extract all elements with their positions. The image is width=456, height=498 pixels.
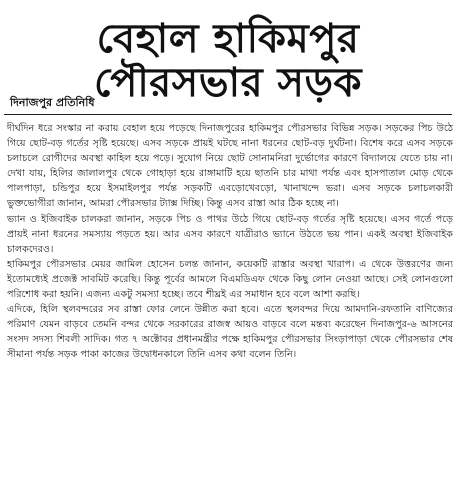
headline-line-1: বেহাল হাকিমপুর	[96, 16, 360, 62]
article-paragraph: হাকিমপুর পৌরসভার মেয়র জামিল হোসেন চলন্ত জানান, কয়েকটি রাস্তার অবস্থা খারাপ। এ থেকে উত্তরণের জন্য ইতোমধ্যেই প্রজেক্ট সাবমিট করেছি। কিন্তু পূর্বের আমলে বিএমডিএফ থেকে কিছু লোন নেওয়া আছে। সেই লোনগুলো পরিশোধ করা হয়নি। এজন্য একটু সমস্যা হচ্ছে। তবে শীঘ্রই এর সমাধান হবে বলে আশা করছি।	[7, 258, 453, 301]
article-body	[7, 121, 453, 363]
article-paragraph: এদিকে, হিলি স্থলবন্দরের সব রাস্তা ফোর লেনে উন্নীত করা হবে। এতে স্থলবন্দর দিয়ে আমদানি-রফতানি বাণিজ্যের পরিমাণ যেমন বাড়বে তেমনি বন্দর থেকে সরকারের রাজস্ব আয়ও বাড়বে বলে মন্তব্য করেছেন দিনাজপুর-৬ আসনের সংসদ সদস্য শিবলী সাদিক। গত ৭ অক্টোবর প্রধানমন্ত্রীর পক্ষে হাকিমপুর পৌরসভার সিংড়াপাড়া থেকে পৌরসভার শেষ সীমানা পর্যন্ত সড়ক পাকা কাজের উদ্বোধনকালে তিনি এসব কথা বলেন তিনি।	[7, 304, 453, 361]
article-paragraph: ভ্যান ও ইজিবাইক চালকরা জানান, সড়কে পিচ ও পাথর উঠে গিয়ে ছোট-বড় গর্তের সৃষ্টি হয়েছে। এসব গর্তে পড়ে প্রায়ই নানা ধরনের সমস্যায় পড়তে হয়। আর এসব কারণে যাত্রীরাও ভ্যানে উঠতে ভয় পান। একই অবস্থা ইজিবাইক চালকদেরও।	[7, 213, 453, 255]
byline: দিনাজপুর প্রতিনিধি	[10, 96, 95, 109]
byline-divider	[4, 114, 452, 115]
headline-line-2: পৌরসভার সড়ক	[93, 60, 363, 106]
article-paragraph: দীর্ঘদিন ধরে সংস্কার না করায় বেহাল হয়ে পড়েছে দিনাজপুরের হাকিমপুর পৌরসভার বিভিন্ন সড়ক। সড়কের পিচ উঠে গিয়ে ছোট-বড় গর্তের সৃষ্টি হয়েছে। এসব সড়কে প্রায়ই ঘটছে নানা ধরনের ছোট-বড় দুর্ঘটনা। বিশেষ করে এসব সড়কে চলাচলে রোগীদের অবস্থা কাহিল হয়ে পড়ে। সুযোগ নিয়ে ছোট সোনামনিরা দুর্ভোগের কারণে বিদ্যালয়ে যেতে চায় না। দেখা যায়, হিলির জালালপুর থেকে গোহাড়া হয়ে রাঙ্গামাটি হয়ে ছাতনি চার মাথা পর্যন্ত এবং হাসপাতাল মোড় থেকে পালপাড়া, চন্ডিপুর হয়ে ইসমাইলপুর পর্যন্ত সড়কটি এবড়োখেবড়ো, খানাখন্দে ভরা। এসব সড়কে চলাচলকারী ভুক্তভোগীরা জানান, আমরা পৌরসভার ট্যাক্স দিচ্ছি। কিন্তু এসব রাস্তা আর ঠিক হচ্ছে না।	[7, 123, 453, 210]
